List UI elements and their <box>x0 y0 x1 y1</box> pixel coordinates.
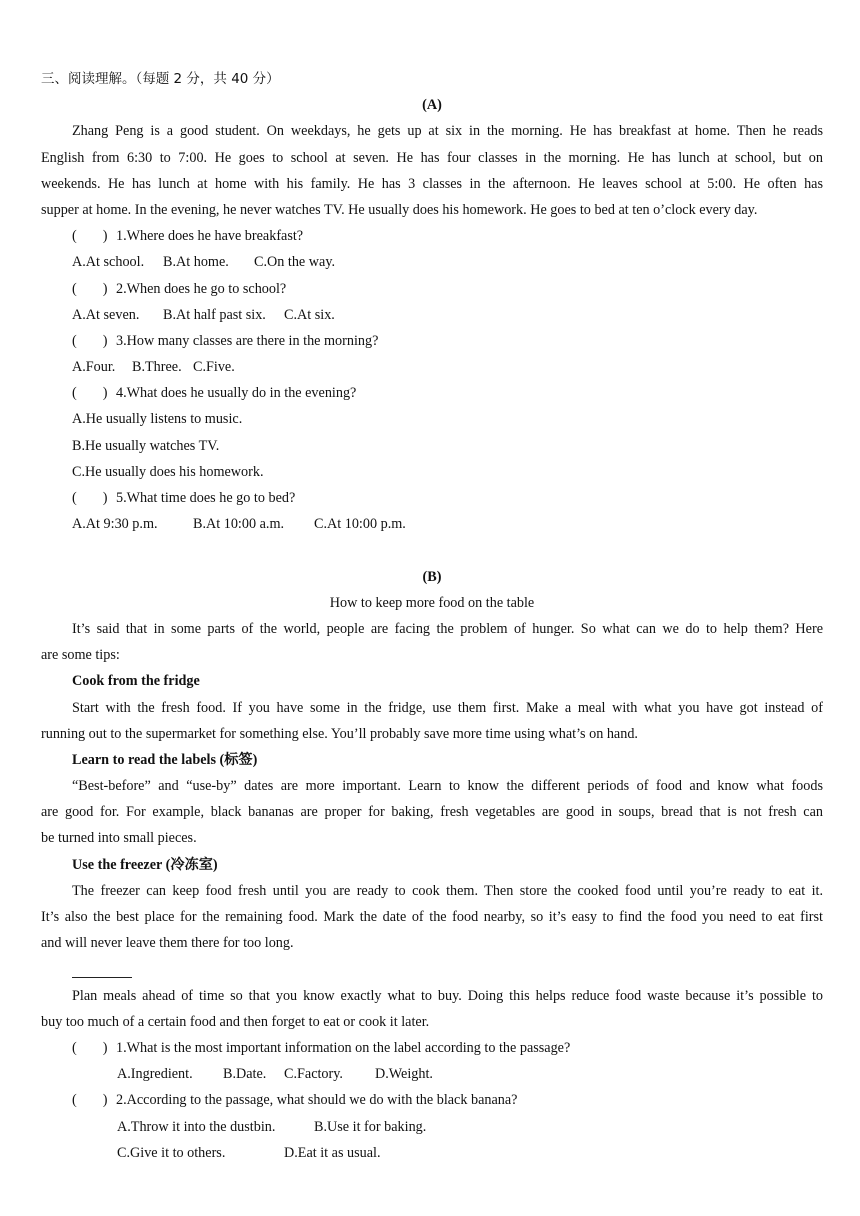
option[interactable]: A.He usually listens to music. <box>72 411 243 428</box>
option[interactable]: B.Use it for baking. <box>314 1118 427 1135</box>
tip2-line: are good for. For example, black bananas are proper for baking, fresh vegetables are good in soups, bread that is not fresh can <box>41 804 823 821</box>
question-text: 5.What time does he go to bed? <box>116 490 296 506</box>
question-b2 <box>41 1087 823 1113</box>
tip1-line: running out to the supermarket for something else. You’ll probably save more time using what’s on hand. <box>41 725 638 742</box>
question-text: 1.What is the most important information on the label according to the passage? <box>116 1039 571 1056</box>
answer-blank[interactable]: ( ) <box>72 332 108 349</box>
options-b1 <box>41 1061 823 1087</box>
exam-page <box>41 66 823 1166</box>
answer-blank[interactable]: ( ) <box>72 228 108 245</box>
option[interactable]: D.Eat it as usual. <box>284 1144 381 1161</box>
intro-line: It’s said that in some parts of the world, people are facing the problem of hunger. So what can we do to help them? Here <box>72 620 823 637</box>
tip3-line: and will never leave them there for too long. <box>41 935 294 952</box>
question-b1 <box>41 1035 823 1061</box>
options-b2-row1 <box>41 1114 823 1140</box>
tip3-line: The freezer can keep food fresh until you are ready to cook them. Then store the cooked food until you’re ready to eat it. <box>72 882 823 899</box>
option[interactable]: B.At half past six. <box>163 306 266 323</box>
option[interactable]: C.He usually does his homework. <box>72 463 264 480</box>
part-a-passage-line: English from 6:30 to 7:00. He goes to school at seven. He has four classes in the morning. He has lunch at school, but on <box>41 149 823 166</box>
options-a3 <box>41 354 823 380</box>
options-a2 <box>41 302 823 328</box>
part-b-label: (B) <box>422 568 442 585</box>
intro-line: are some tips: <box>41 647 120 664</box>
options-a5 <box>41 511 823 537</box>
option[interactable]: B.He usually watches TV. <box>72 437 220 454</box>
tip2-heading: Learn to read the labels (标签) <box>72 751 258 768</box>
blank-line[interactable] <box>72 963 132 978</box>
option[interactable]: C.Five. <box>193 359 235 376</box>
question-a3 <box>41 328 823 354</box>
tip2-line: “Best-before” and “use-by” dates are more important. Learn to know the different periods of food and know what foods <box>72 778 823 795</box>
part-a-passage-line: supper at home. In the evening, he never watches TV. He usually does his homework. He goes to bed at ten o’clock every day. <box>41 201 758 218</box>
tip1-heading: Cook from the fridge <box>72 673 200 690</box>
question-a2 <box>41 276 823 302</box>
part-a-label: (A) <box>422 97 442 114</box>
answer-blank[interactable]: ( ) <box>72 490 108 506</box>
spacer <box>41 537 823 563</box>
answer-blank[interactable]: ( ) <box>72 1039 108 1056</box>
option[interactable]: A.At seven. <box>72 306 140 323</box>
part-a-passage-line: Zhang Peng is a good student. On weekdays, he gets up at six in the morning. He has breakfast at home. Then he reads <box>72 123 823 140</box>
tip1-line: Start with the fresh food. If you have some in the fridge, use them first. Make a meal with what you have got instead of <box>72 699 823 716</box>
option[interactable]: B.At 10:00 a.m. <box>193 516 285 533</box>
option[interactable]: C.Give it to others. <box>117 1144 226 1161</box>
option[interactable]: C.Factory. <box>284 1066 343 1083</box>
tip4-line: buy too much of a certain food and then forget to eat or cook it later. <box>41 1013 430 1030</box>
options-a1 <box>41 249 823 275</box>
option[interactable]: B.Three. <box>132 359 182 376</box>
question-a4 <box>41 380 823 406</box>
question-text: 3.How many classes are there in the morning? <box>116 332 379 349</box>
option[interactable]: C.At 10:00 p.m. <box>314 516 406 533</box>
answer-blank[interactable]: ( ) <box>72 280 108 297</box>
option[interactable]: A.Throw it into the dustbin. <box>117 1118 276 1135</box>
option[interactable]: B.Date. <box>223 1066 267 1083</box>
tip4-line: Plan meals ahead of time so that you know exactly what to buy. Doing this helps reduce food waste because it’s possible to <box>72 987 823 1004</box>
question-a5 <box>41 485 823 511</box>
question-a1 <box>41 223 823 249</box>
option[interactable]: A.Ingredient. <box>117 1066 193 1083</box>
option[interactable]: A.At school. <box>72 254 145 271</box>
question-text: 2.When does he go to school? <box>116 280 287 297</box>
part-a-passage-line: weekends. He has lunch at home with his family. He has 3 classes in the afternoon. He leaves school at 5:00. He often has <box>41 175 823 192</box>
option[interactable]: B.At home. <box>163 254 229 271</box>
part-b-title: How to keep more food on the table <box>329 594 535 611</box>
question-text: 2.According to the passage, what should we do with the black banana? <box>116 1092 518 1109</box>
option[interactable]: A.Four. <box>72 359 116 376</box>
answer-blank[interactable]: ( ) <box>72 385 108 402</box>
answer-blank[interactable]: ( ) <box>72 1092 108 1109</box>
tip3-line: It’s also the best place for the remaining food. Mark the date of the food nearby, so it’s easy to find the food you need to eat first <box>41 909 823 925</box>
options-b2-row2 <box>41 1140 823 1166</box>
option[interactable]: A.At 9:30 p.m. <box>72 516 158 533</box>
tip4-heading-blank[interactable] <box>41 956 823 982</box>
option[interactable]: C.On the way. <box>254 254 336 271</box>
option[interactable]: C.At six. <box>284 306 335 323</box>
question-text: 4.What does he usually do in the evening? <box>116 385 357 402</box>
option[interactable]: D.Weight. <box>375 1066 433 1083</box>
question-text: 1.Where does he have breakfast? <box>116 228 304 245</box>
section-title: 三、阅读理解。（每题 2 分，共 40 分） <box>41 71 280 87</box>
tip3-heading: Use the freezer (冷冻室) <box>72 856 218 873</box>
tip2-line: be turned into small pieces. <box>41 830 197 847</box>
